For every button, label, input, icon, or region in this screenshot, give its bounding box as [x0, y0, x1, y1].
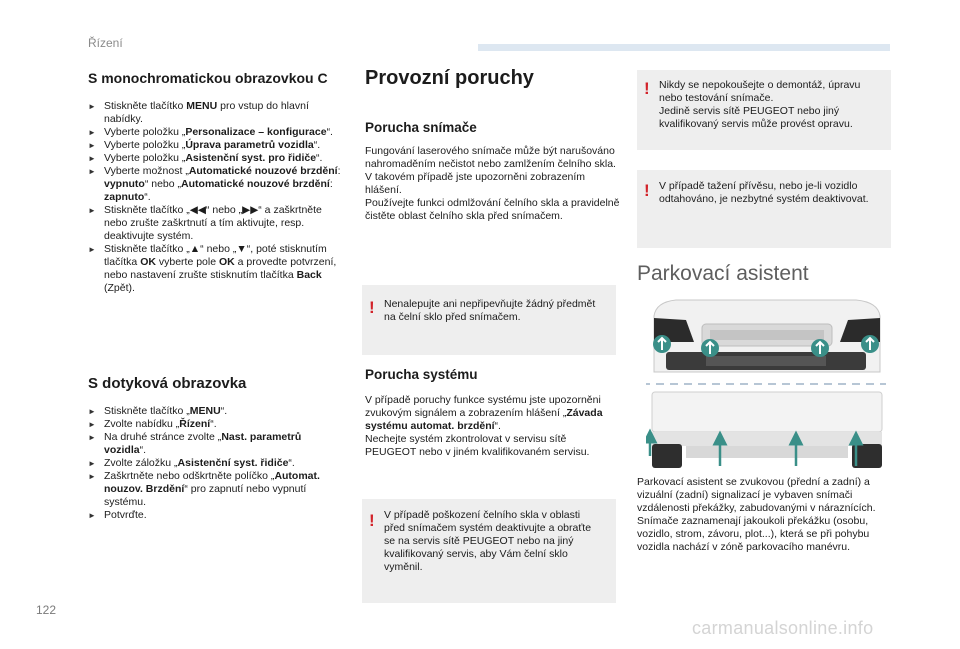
touch-steps [88, 405, 342, 522]
list-item: ► Stiskněte tlačítko „◀◀“ nebo „▶▶“ a zaškrtněte nebo zrušte zaškrtnutí a tím aktivujte, resp. deaktivujte systém. [88, 204, 342, 243]
header-bar [478, 44, 890, 51]
list-item: ► Stiskněte tlačítko „▲“ nebo „▼“, poté stisknutím tlačítka OK vyberte pole OK a provedte potvrzení, nebo nastavení zrušte stisknutím tlačítka Back (Zpět). [88, 243, 342, 295]
list-item: ► Na druhé stránce zvolte „Nast. parametrů vozidla“. [88, 431, 342, 457]
touch-title: S dotyková obrazovka [88, 375, 247, 392]
list-item: ► Potvrďte. [88, 509, 342, 522]
sensor-fault-title: Porucha snímače [365, 120, 477, 135]
list-item: ► Stiskněte tlačítko MENU pro vstup do hlavní nabídky. [88, 100, 342, 126]
list-item: ► Zvolte nabídku „Řízení“. [88, 418, 342, 431]
system-fault-text: V případě poruchy funkce systému jste upozorněni zvukovým signálem a zobrazením hlášení „Závada systému automat. brzdění“. Nechejte systém zkontrolovat v servisu sítě PEUGEOT nebo v jiném kvalifikovaném servisu. [365, 394, 603, 458]
system-fault-title: Porucha systému [365, 367, 478, 382]
warning-icon: ! [644, 79, 650, 98]
parking-sensors-illustration [646, 298, 886, 470]
mono-title: S monochromatickou obrazovkou C [88, 70, 328, 86]
warning-icon: ! [369, 511, 375, 530]
front-view [654, 300, 880, 372]
warning-icon: ! [369, 298, 375, 317]
touch-section [88, 375, 342, 522]
warning-box-dismantle: ! Nikdy se nepokoušejte o demontáž, úpravu nebo testování snímače. Jedině servis sítě PEUGEOT nebo jiný kvalifikovaný servis může provést opravu. [637, 70, 891, 150]
list-item: ► Vyberte položku „Personalizace – konfigurace“. [88, 126, 342, 139]
watermark: carmanualsonline.info [692, 618, 874, 638]
warning-icon: ! [644, 181, 650, 200]
list-item: ► Vyberte možnost „Automatické nouzové brzdění: vypnuto“ nebo „Automatické nouzové brzdění: zapnuto“. [88, 165, 342, 204]
list-item: ► Zaškrtněte nebo odškrtněte políčko „Automat. nouzov. Brzdění“ pro zapnutí nebo vypnutí systému. [88, 470, 342, 509]
van-bumpers-svg [646, 298, 886, 470]
section-header: Řízení [88, 36, 123, 50]
sensor-fault-text: Fungování laserového snímače může být narušováno nahromaděním nečistot nebo zamlžením čelního skla. V takovém případě jste upozorněni zobrazením hlášení. Používejte funkci odmlžování čelního skla a pravidelně čistěte oblast čelního skla před snímačem. [365, 145, 620, 222]
rear-view [652, 392, 882, 468]
mono-section [88, 70, 342, 295]
parking-assist-title: Parkovací asistent [637, 262, 809, 285]
mono-steps [88, 100, 342, 295]
page-number: 122 [36, 603, 57, 617]
parking-assist-text: Parkovací asistent se zvukovou (přední a zadní) a vizuální (zadní) signalizací je vybaven snímači vzdálenosti překážky, zabudovanými v náraznících. Snímače zaznamenají jakoukoli překážku (osobu, vozidlo, strom, závoru, plot...), která se při pohybu vozidla nachází v zóně parkovacího manévru. [637, 476, 876, 553]
faults-title: Provozní poruchy [365, 67, 534, 89]
list-item: ► Stiskněte tlačítko „MENU“. [88, 405, 342, 418]
list-item: ► Zvolte záložku „Asistenční syst. řidiče“. [88, 457, 342, 470]
list-item: ► Vyberte položku „Asistenční syst. pro řidiče“. [88, 152, 342, 165]
warning-box-towing: ! V případě tažení přívěsu, nebo je-li vozidlo odtahováno, je nezbytné systém deaktivovat. [637, 170, 891, 248]
warning-box-sticker: ! Nenalepujte ani nepřipevňujte žádný předmět na čelní sklo před snímačem. [362, 285, 616, 355]
list-item: ► Vyberte položku „Úprava parametrů vozidla“. [88, 139, 342, 152]
warning-box-windscreen: ! V případě poškození čelního skla v oblasti před snímačem systém deaktivujte a obraťte se na servis sítě PEUGEOT nebo na jiný kvalifikovaný servis, aby Vám čelní sklo vyměnil. [362, 499, 616, 603]
